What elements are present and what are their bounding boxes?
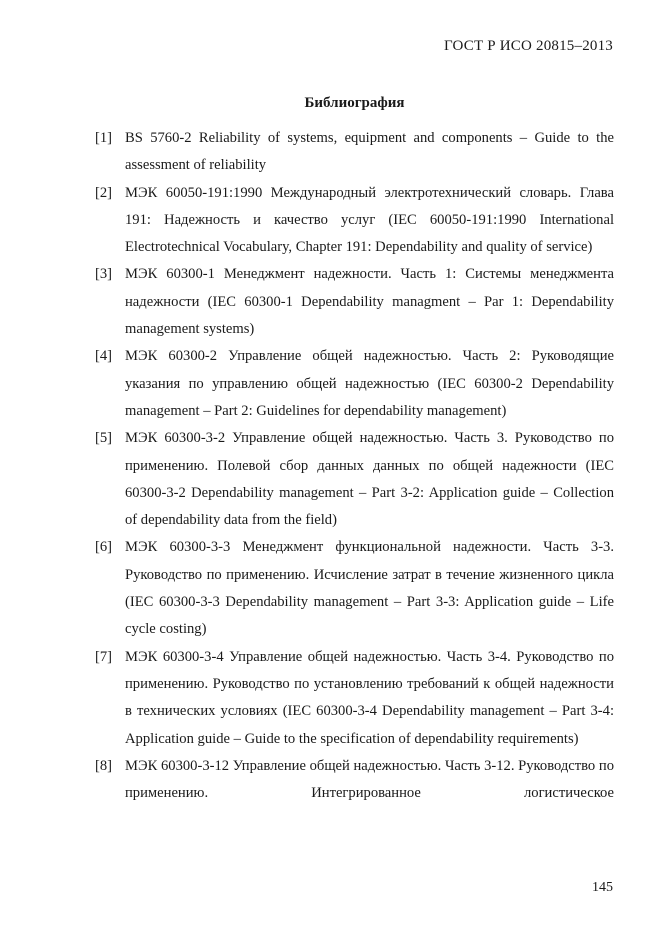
entry-text: BS 5760-2 Reliability of systems, equipment and components – Guide to the assessment of reliability: [125, 130, 614, 174]
entry-text: МЭК 60300-3-2 Управление общей надежностью. Часть 3. Руководство по применению. Полевой сбор данных данных по общей надежности (IEC 60300-3-2 Dependability management – Part 3-2: Application guide – Collection of dependability data from the field): [125, 430, 614, 529]
bibliography-entry: [95, 753, 614, 808]
bibliography-entry: [95, 343, 614, 425]
bibliography-entry: [95, 261, 614, 343]
standard-code: ГОСТ Р ИСО 20815–2013: [444, 38, 613, 54]
entry-number: [5]: [95, 430, 113, 447]
entry-text: МЭК 60300-3-12 Управление общей надежностью. Часть 3-12. Руководство по применению. Интегрированное логистическое: [125, 757, 614, 802]
bibliography-entry: [95, 180, 614, 262]
entry-number: [6]: [95, 539, 113, 556]
entry-text: МЭК 60300-3-4 Управление общей надежностью. Часть 3-4. Руководство по применению. Руководство по установлению требований к общей надежности в технических условиях (IEC 60300-3-4 Dependability management – Part 3-4: Application guide – Guide to the specification of dependability requirements): [125, 648, 614, 747]
bibliography-entry: [95, 425, 614, 534]
entry-text: МЭК 60050-191:1990 Международный электротехнический словарь. Глава 191: Надежность и качество услуг (IEC 60050-191:1990 International Electrotechnical Vocabulary, Chapter 191: Dependability and quality of service): [125, 184, 614, 256]
entry-number: [2]: [95, 184, 113, 201]
entry-number: [1]: [95, 130, 113, 146]
bibliography-entry: [95, 125, 614, 180]
entry-number: [3]: [95, 266, 113, 283]
bibliography-entry: [95, 644, 614, 753]
bibliography-list: [95, 125, 614, 807]
entry-text: МЭК 60300-1 Менеджмент надежности. Часть 1: Системы менеджмента надежности (IEC 60300-1 Dependability managment – Par 1: Dependability management systems): [125, 266, 614, 338]
entry-text: МЭК 60300-3-3 Менеджмент функциональной надежности. Часть 3-3. Руководство по применению. Исчисление затрат в течение жизненного цикла (IEC 60300-3-3 Dependability management – Part 3-3: Application guide – Life cycle costing): [125, 539, 614, 638]
page-number: 145: [592, 880, 613, 895]
entry-number: [4]: [95, 348, 113, 365]
entry-text: МЭК 60300-2 Управление общей надежностью. Часть 2: Руководящие указания по управлению общей надежностью (IEC 60300-2 Dependability management – Part 2: Guidelines for dependability management): [125, 348, 614, 419]
bibliography-entry: [95, 534, 614, 643]
section-title: Библиография: [304, 95, 405, 111]
entry-number: [7]: [95, 648, 113, 665]
entry-number: [8]: [95, 757, 113, 774]
